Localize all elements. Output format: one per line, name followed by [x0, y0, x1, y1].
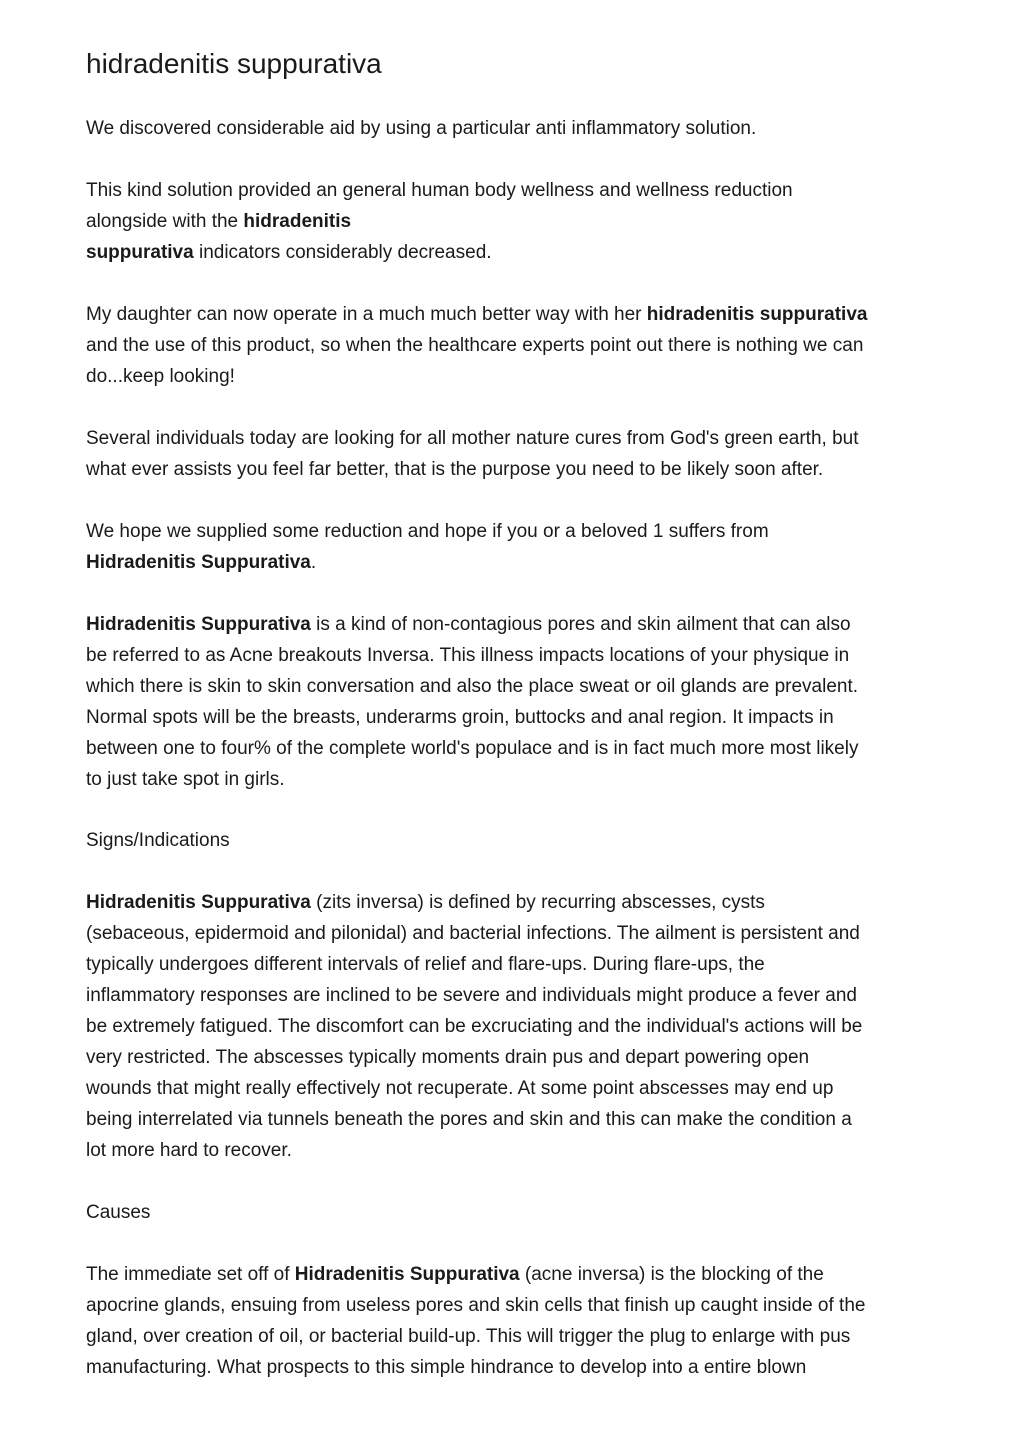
- paragraph-solution: [86, 175, 942, 268]
- paragraph-causes: [86, 1259, 942, 1383]
- paragraph-line: This kind solution provided an general human body wellness and wellness reduction: [86, 180, 793, 201]
- paragraph-line: typically undergoes different intervals of relief and flare-ups. During flare-ups, the: [86, 954, 765, 975]
- paragraph-line: Normal spots will be the breasts, underarms groin, buttocks and anal region. It impacts in: [86, 707, 834, 728]
- text-run: (zits inversa) is defined by recurring abscesses, cysts: [310, 892, 765, 913]
- paragraph-line: [86, 206, 942, 237]
- text-run: The immediate set off of: [86, 1264, 295, 1285]
- text-run: is a kind of non-contagious pores and skin ailment that can also: [310, 614, 851, 635]
- heading-text: Signs/Indications: [86, 830, 230, 851]
- paragraph-daughter: [86, 299, 942, 392]
- paragraph-line: wounds that might really effectively not recuperate. At some point abscesses may end up: [86, 1078, 834, 1099]
- bold-keyword: Hidradenitis Suppurativa: [294, 1264, 520, 1285]
- section-heading-causes: [86, 1197, 942, 1228]
- heading-text: Causes: [86, 1202, 151, 1223]
- paragraph-line: apocrine glands, ensuing from useless pores and skin cells that finish up caught inside of the: [86, 1295, 866, 1316]
- paragraph-line: which there is skin to skin conversation and also the place sweat or oil glands are prevalent.: [86, 676, 859, 697]
- bold-keyword: Hidradenitis Suppurativa: [86, 552, 311, 573]
- paragraph-line: manufacturing. What prospects to this simple hindrance to develop into a entire blown: [86, 1357, 807, 1378]
- text-run: (acne inversa) is the blocking of the: [519, 1264, 824, 1285]
- text-run: My daughter can now operate in a much much better way with her: [86, 304, 647, 325]
- paragraph-symptoms: [86, 887, 942, 1166]
- paragraph-line: gland, over creation of oil, or bacterial build-up. This will trigger the plug to enlarge with pus: [86, 1326, 851, 1347]
- paragraph-line: [86, 547, 942, 578]
- paragraph-line: lot more hard to recover.: [86, 1140, 292, 1161]
- paragraph-line: [86, 237, 942, 268]
- paragraph-line: We discovered considerable aid by using a particular anti inflammatory solution.: [86, 118, 757, 139]
- paragraph-line: [86, 1259, 942, 1290]
- paragraph-line: what ever assists you feel far better, that is the purpose you need to be likely soon after.: [86, 459, 824, 480]
- bold-keyword: hidradenitis: [243, 211, 352, 232]
- paragraph-line: and the use of this product, so when the healthcare experts point out there is nothing we can: [86, 335, 864, 356]
- paragraph-line: (sebaceous, epidermoid and pilonidal) and bacterial infections. The ailment is persistent and: [86, 923, 860, 944]
- paragraph-line: to just take spot in girls.: [86, 769, 285, 790]
- paragraph-intro: [86, 113, 942, 144]
- section-heading-signs: [86, 825, 942, 856]
- text-run: alongside with the: [86, 211, 244, 232]
- document-title: hidradenitis suppurativa: [86, 48, 382, 79]
- paragraph-line: be referred to as Acne breakouts Inversa. This illness impacts locations of your physique in: [86, 645, 850, 666]
- paragraph-line: being interrelated via tunnels beneath the pores and skin and this can make the condition a: [86, 1109, 852, 1130]
- text-run: .: [310, 552, 317, 573]
- bold-keyword: Hidradenitis Suppurativa: [86, 614, 311, 635]
- bold-keyword: Hidradenitis Suppurativa: [86, 892, 311, 913]
- paragraph-definition: [86, 609, 942, 795]
- paragraph-line: very restricted. The abscesses typically moments drain pus and depart powering open: [86, 1047, 810, 1068]
- paragraph-line: between one to four% of the complete world's populace and is in fact much more most likely: [86, 738, 859, 759]
- paragraph-line: [86, 609, 942, 640]
- paragraph-cures: [86, 423, 942, 485]
- text-run: indicators considerably decreased.: [193, 242, 492, 263]
- paragraph-line: do...keep looking!: [86, 366, 235, 387]
- paragraph-line: Several individuals today are looking for all mother nature cures from God's green earth, but: [86, 428, 859, 449]
- paragraph-hope: [86, 516, 942, 578]
- bold-keyword: hidradenitis suppurativa: [646, 304, 868, 325]
- paragraph-line: We hope we supplied some reduction and hope if you or a beloved 1 suffers from: [86, 521, 769, 542]
- paragraph-line: be extremely fatigued. The discomfort can be excruciating and the individual's actions will be: [86, 1016, 863, 1037]
- paragraph-line: inflammatory responses are inclined to be severe and individuals might produce a fever and: [86, 985, 857, 1006]
- paragraph-line: [86, 299, 942, 330]
- paragraph-line: [86, 887, 942, 918]
- bold-keyword: suppurativa: [86, 242, 194, 263]
